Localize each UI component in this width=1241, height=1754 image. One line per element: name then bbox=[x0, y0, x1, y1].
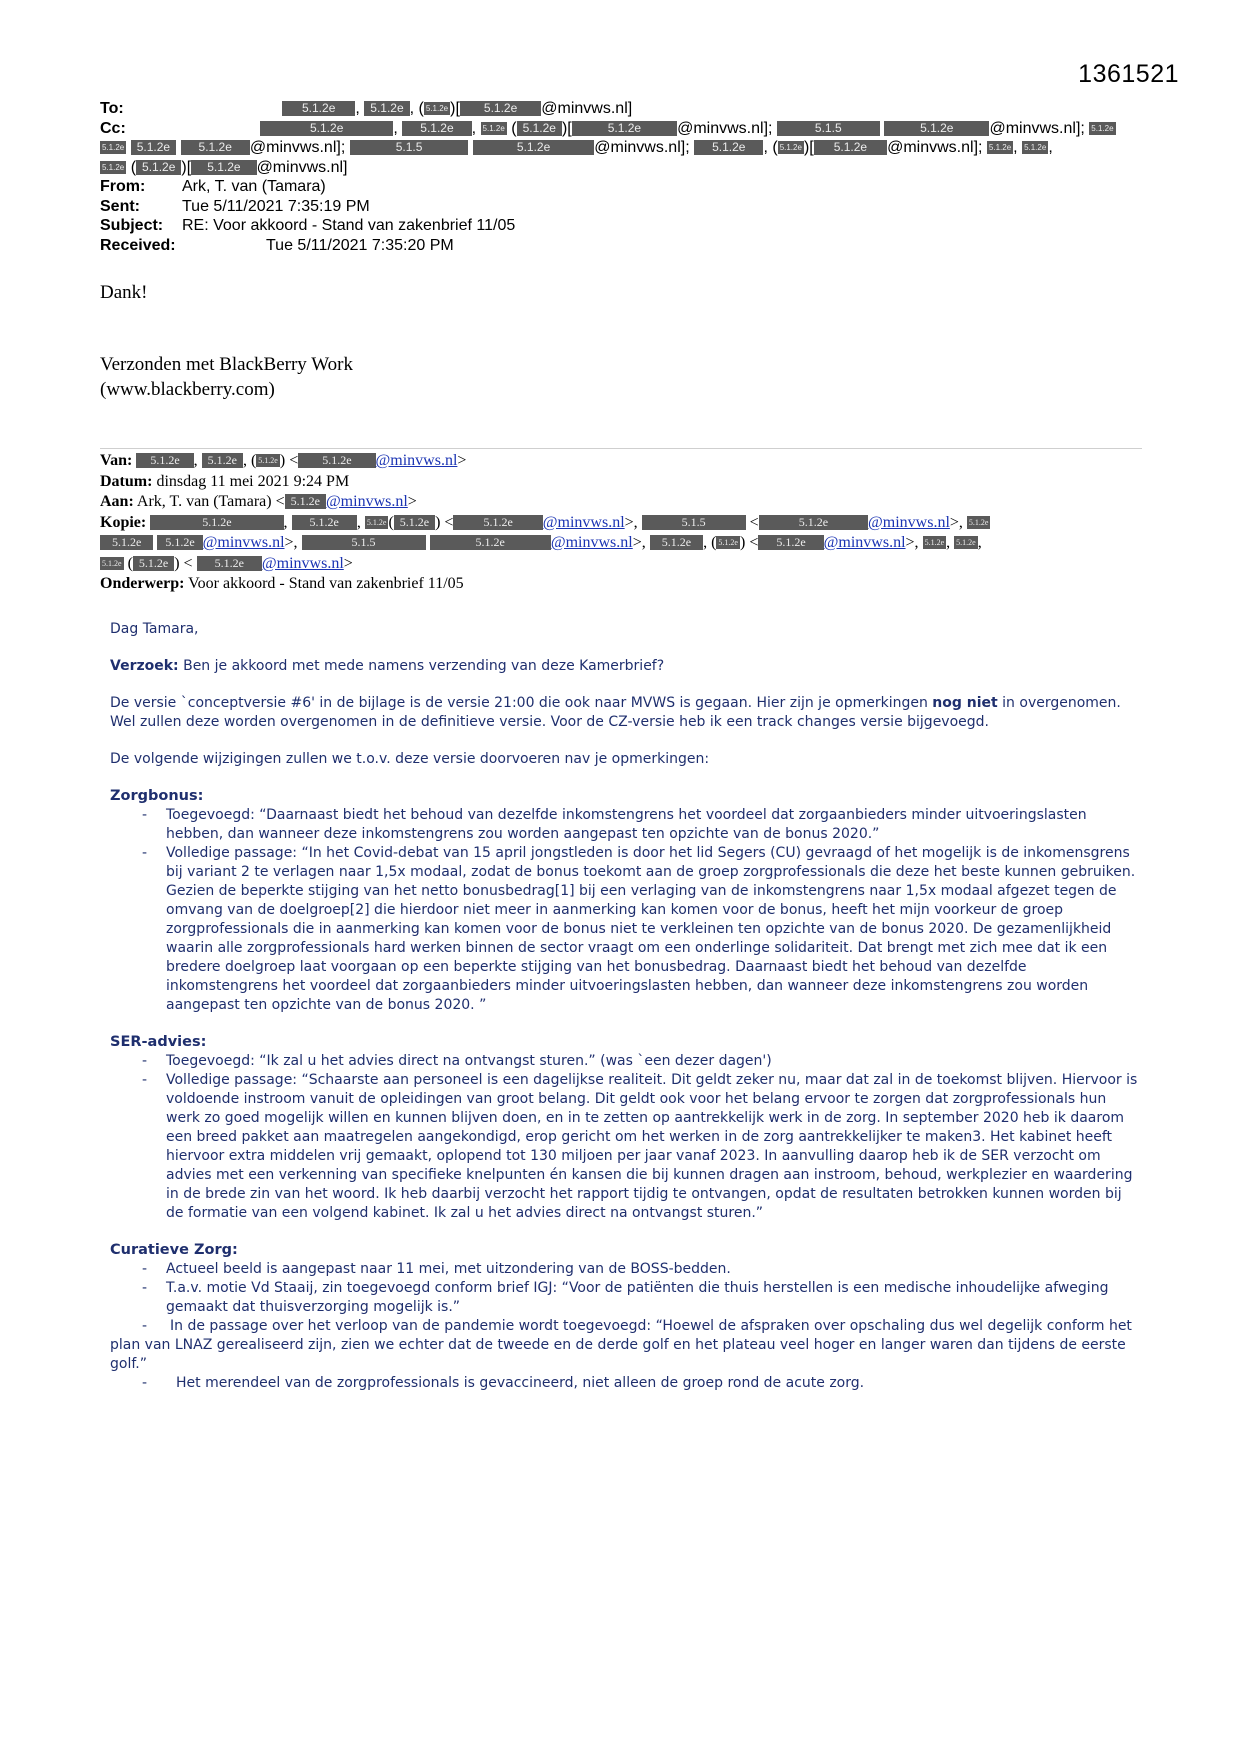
email-domain: @minvws.nl bbox=[677, 119, 764, 137]
redaction: 5.1.2e bbox=[131, 140, 176, 155]
redaction: 5.1.2e bbox=[282, 101, 355, 116]
list-item: - Volledige passage: “Schaarste aan personeel is een dagelijkse realiteit. Dit geldt zeker nu, maar dat zal in de toekomst blijven. Hiervoor is voldoende instroom vanuit de opleidingen van groot belang. Dit geldt ook voor het belang ervoor te zorgen dat zorgprofessionals hun werk zo goed mogelijk willen en kunnen blijven doen, en in te zetten op aantrekkelijk werk in de zorg. In september 2020 heb ik daarom een breed pakket aan maatregelen aangekondigd, erop gericht om het werken in de zorg aantrekkelijker te maken3. Het kabinet heeft hiervoor extra middelen vrij gemaakt, oplopend tot 130 miljoen per jaar vanaf 2023. In aanvulling daarop heb ik de SER verzocht om advies met een verkenning van specifieke knelpunten én kansen die bij kunnen dragen aan instroom, behoud, werkplezier en waardering in de brede zin van het woord. Ik heb daarbij verzocht het rapport tijdig te ontvangen, opdat de resultaten betrokken kunnen worden bij de formatie van een volgend kabinet. Ik zal u het advies direct na ontvangst sturen.” bbox=[142, 1072, 1138, 1221]
section-list-zorgbonus bbox=[110, 806, 1140, 1015]
redaction: 5.1.2e bbox=[968, 517, 989, 527]
signature-line-2: (www.blackberry.com) bbox=[100, 379, 275, 400]
version-text: De versie `conceptversie #6' in de bijlage is de versie 21:00 die ook naar MVWS is gegaan. Hier zijn je opmerkingen bbox=[110, 695, 933, 711]
redaction: 5.1.2e bbox=[482, 123, 505, 133]
email-domain: @minvws.nl bbox=[887, 139, 974, 156]
list-item: - T.a.v. motie Vd Staaij, zin toegevoegd conform brief IGJ: “Voor de patiënten die thuis herstellen is een medische inhoudelijke afweging gemaakt dat thuisverzorging mogelijk is.” bbox=[142, 1280, 1109, 1315]
from-value: Ark, T. van (Tamara) bbox=[182, 178, 326, 195]
redaction: 5.1.2e bbox=[364, 101, 409, 116]
list-item-text: In de passage over het verloop van de pandemie wordt toegevoegd: “Hoewel de afspraken over opschaling dus wel degelijk conform het plan van LNAZ gerealiseerd zijn, zien we echter dat de tweede en de derde golf en het plateau veel hoger en langer waren dan tijdens de eerste golf.” bbox=[110, 1318, 1132, 1372]
kopie-label: Kopie: bbox=[100, 513, 147, 531]
email-domain: @minvws.nl bbox=[989, 119, 1076, 137]
reply-body: Dank! bbox=[100, 282, 148, 303]
email-domain: @minvws.nl bbox=[594, 139, 681, 156]
message-body bbox=[110, 620, 1140, 1411]
email-link[interactable]: @minvws.nl bbox=[261, 554, 344, 572]
signature-line-1: Verzonden met BlackBerry Work bbox=[100, 354, 353, 375]
email-link[interactable]: @minvws.nl bbox=[868, 513, 950, 531]
signature bbox=[100, 352, 353, 402]
redaction: 5.1.2e bbox=[298, 453, 375, 468]
redaction: 5.1.2e bbox=[1091, 123, 1114, 133]
onderwerp-row bbox=[100, 574, 1160, 595]
redaction: 5.1.2e bbox=[102, 143, 125, 152]
sent-value: Tue 5/11/2021 7:35:19 PM bbox=[182, 197, 370, 215]
datum-value: dinsdag 11 mei 2021 9:24 PM bbox=[156, 472, 350, 490]
list-item-text: Volledige passage: “In het Covid-debat van 15 april jongstleden is door het lid Segers (CU) gevraagd of het mogelijk is de inkomensgrens bij variant 2 te verlagen naar 1,5x modaal, zodat de bonus toekomt aan de groep zorgprofessionals die deze het beste kunnen gebruiken. Gezien de beperkte stijging van het netto bonusbedrag[1] bij een verlaging van de inkomstengrens naar 1,5x modaal afgezet tegen de omvang van de doelgroep[2] die hierdoor niet meer in aanmerking kan komen voor de bonus, heeft het mijn voorkeur de groep zorgprofessionals die in aanmerking kan komen voor de bonus niet te verkleinen ten opzichte van de bonus 2020. De gezamenlijkheid waarin alle zorgprofessionals hard werken binnen de sector vraagt om een onderlinge solidariteit. Dat brengt met zich mee dat ik een bredere doelgroep laat voorgaan op een beperkte stijging van het bonusbedrag. Daarnaast biedt het behoud van dezelfde inkomstengrens het voordeel dat zorgaanbieders minder uitvoeringslasten hebben, dan wanneer deze inkomstengrens zou worden aangepast ten opzichte van de bonus 2020. ” bbox=[166, 845, 1136, 1013]
email-domain: @minvws.nl bbox=[249, 139, 337, 156]
aan-row: Aan: Ark, T. van (Tamara) < 5.1.2e @minvws.nl> bbox=[100, 493, 417, 510]
document-id: 1361521 bbox=[1078, 60, 1179, 88]
changes-intro: De volgende wijzigingen zullen we t.o.v. deze versie doorvoeren nav je opmerkingen: bbox=[110, 751, 710, 767]
received-row bbox=[100, 236, 1160, 256]
redaction: 5.1.2e bbox=[366, 517, 387, 527]
list-item: - Volledige passage: “In het Covid-debat van 15 april jongstleden is door het lid Segers (CU) gevraagd of het mogelijk is de inkomensgrens bij variant 2 te verlagen naar 1,5x modaal, zodat de bonus toekomt aan de groep zorgprofessionals die deze het beste kunnen gebruiken. Gezien de beperkte stijging van het netto bonusbedrag[1] bij een verlaging van de inkomstengrens naar 1,5x modaal afgezet tegen de omvang van de doelgroep[2] die hierdoor niet meer in aanmerking kan komen voor de bonus, heeft het mijn voorkeur de groep zorgprofessionals die in aanmerking kan komen voor de bonus niet te verkleinen ten opzichte van de bonus 2020. De gezamenlijkheid waarin alle zorgprofessionals hard werken binnen de sector vraagt om een onderlinge solidariteit. Dat brengt met zich mee dat ik een bredere doelgroep laat voorgaan op een beperkte stijging van het bonusbedrag. Daarnaast biedt het behoud van dezelfde inkomstengrens het voordeel dat zorgaanbieders minder uitvoeringslasten hebben, dan wanneer deze inkomstengrens zou worden aangepast ten opzichte van de bonus 2020. ” bbox=[142, 845, 1136, 1013]
list-item: - Actueel beeld is aangepast naar 11 mei, met uitzondering van de BOSS-bedden. bbox=[142, 1261, 731, 1277]
redaction: 5.1.2e bbox=[453, 515, 542, 530]
list-item-text: Toegevoegd: “Daarnaast biedt het behoud van dezelfde inkomstengrens het voordeel dat zorgaanbieders minder uitvoeringslasten hebben, dan wanneer deze inkomstengrens zou worden aangepast ten opzichte van de bonus 2020.” bbox=[166, 807, 1087, 842]
version-note bbox=[110, 694, 1140, 732]
redaction: 5.1.2e bbox=[517, 121, 562, 136]
section-title-ser: SER-advies: bbox=[110, 1034, 207, 1050]
list-item-text: Toegevoegd: “Ik zal u het advies direct na ontvangst sturen.” (was `een dezer dagen') bbox=[166, 1053, 772, 1069]
aan-label: Aan: bbox=[100, 493, 134, 510]
redaction: 5.1.2e bbox=[197, 556, 262, 571]
onderwerp-label: Onderwerp: bbox=[100, 575, 185, 592]
aan-value: Ark, T. van (Tamara) bbox=[136, 493, 272, 510]
redaction: 5.1.2e bbox=[718, 538, 738, 547]
subject-label: Subject: bbox=[100, 217, 164, 234]
email-link[interactable]: @minvws.nl bbox=[823, 534, 906, 551]
from-label: From: bbox=[100, 178, 146, 195]
section-title-curatieve-zorg: Curatieve Zorg: bbox=[110, 1242, 238, 1258]
redaction: 5.1.2e bbox=[650, 535, 703, 550]
forward-header bbox=[100, 451, 1160, 595]
kopie-row-2: 5.1.2e 5.1.2e @minvws.nl>, 5.1.5 5.1.2e @minvws.nl>, 5.1.2e , ( 5.1.2e ) < 5.1.2e @minvws.nl>, 5.1.2e , 5.1.2e , bbox=[100, 533, 1160, 554]
list-item-text: Het merendeel van de zorgprofessionals is gevaccineerd, niet alleen de groep rond de acute zorg. bbox=[176, 1375, 865, 1391]
van-label: Van: bbox=[100, 452, 133, 469]
divider bbox=[100, 448, 1142, 449]
version-bold: nog niet bbox=[932, 695, 998, 711]
email-link[interactable]: @minvws.nl bbox=[550, 534, 633, 551]
redaction: 5.1.2e bbox=[258, 456, 278, 465]
kopie-row-1: Kopie: 5.1.2e , 5.1.2e , 5.1.2e ( 5.1.2e ) < 5.1.2e @minvws.nl>, 5.1.5 < 5.1.2e @minvws.nl>, 5.1.2e bbox=[100, 513, 989, 531]
redaction: 5.1.2e bbox=[285, 494, 326, 509]
redaction: 5.1.2e bbox=[473, 140, 594, 155]
request bbox=[110, 657, 1140, 676]
redaction: 5.1.2e bbox=[759, 515, 868, 530]
redaction: 5.1.2e bbox=[157, 535, 202, 550]
reply-header bbox=[100, 99, 1160, 255]
received-label: Received: bbox=[100, 236, 176, 254]
to-label: To: bbox=[100, 100, 124, 117]
list-item-text: Volledige passage: “Schaarste aan personeel is een dagelijkse realiteit. Dit geldt zeker nu, maar dat zal in de toekomst blijven. Hiervoor is voldoende instroom vanuit de opleidingen van groot belang. Dit geldt ook voor het belang ervoor te zorgen dat zorgprofessionals hun werk zo goed mogelijk willen en kunnen blijven doen, en in te zetten op aantrekkelijk werk in de zorg. In september 2020 heb ik daarom een breed pakket aan maatregelen aangekondigd, erop gericht om het werken in de zorg aantrekkelijker te maken3. Het kabinet heeft hiervoor extra middelen vrij gemaakt, oplopend tot 130 miljoen per jaar vanaf 2023. In aanvulling daarop heb ik de SER verzocht om advies met een verkenning van specifieke knelpunten én kansen die bij kunnen dragen aan instroom, behoud, werkplezier en waardering in de brede zin van het woord. Ik heb daarbij verzocht het rapport tijdig te ontvangen, opdat de resultaten betrokken kunnen worden bij de formatie van een volgend kabinet. Ik zal u het advies direct na ontvangst sturen.” bbox=[166, 1072, 1138, 1221]
greeting: Dag Tamara, bbox=[110, 621, 199, 637]
cc-row-1: Cc: 5.1.2e , 5.1.2e , 5.1.2e ( 5.1.2e )[ 5.1.2e @minvws.nl]; 5.1.5 5.1.2e @minvws.nl]; 5.1.2e bbox=[100, 119, 1114, 137]
request-text: Ben je akkoord met mede namens verzending van deze Kamerbrief? bbox=[178, 658, 665, 674]
datum-label: Datum: bbox=[100, 472, 153, 490]
email-link[interactable]: @minvws.nl bbox=[202, 534, 285, 551]
redaction: 5.1.2e bbox=[133, 556, 174, 571]
list-item: - Het merendeel van de zorgprofessionals is gevaccineerd, niet alleen de groep rond de acute zorg. bbox=[142, 1375, 865, 1391]
list-item: - In de passage over het verloop van de pandemie wordt toegevoegd: “Hoewel de afspraken over opschaling dus wel degelijk conform het plan van LNAZ gerealiseerd zijn, zien we echter dat de tweede en de derde golf en het plateau veel hoger en langer waren dan tijdens de eerste golf.” bbox=[110, 1318, 1132, 1372]
sent-label: Sent: bbox=[100, 197, 140, 215]
redaction: 5.1.2e bbox=[1024, 143, 1047, 152]
redaction: 5.1.2e bbox=[394, 515, 435, 530]
section-title-zorgbonus: Zorgbonus: bbox=[110, 788, 204, 804]
redaction: 5.1.2e bbox=[150, 515, 283, 530]
version-text: in overgenomen. Wel zullen deze worden overgenomen in de definitieve versie. Voor de CZ-versie heb ik een track changes versie bijgevoegd. bbox=[110, 695, 1121, 730]
redaction: 5.1.2e bbox=[956, 538, 976, 547]
kopie-row-3: 5.1.2e ( 5.1.2e ) < 5.1.2e @minvws.nl> bbox=[102, 554, 353, 572]
redaction: 5.1.5 bbox=[642, 515, 746, 530]
email-domain: @minvws.nl bbox=[256, 158, 344, 176]
section-list-ser bbox=[110, 1052, 1140, 1223]
redaction: 5.1.2e bbox=[884, 121, 989, 136]
redaction: 5.1.2e bbox=[779, 143, 802, 152]
email-link[interactable]: @minvws.nl bbox=[325, 493, 408, 510]
email-domain: @minvws.nl bbox=[541, 100, 628, 117]
subject-value: RE: Voor akkoord - Stand van zakenbrief 11/05 bbox=[182, 217, 516, 234]
redaction: 5.1.2e bbox=[988, 143, 1012, 152]
to-row: To: 5.1.2e , 5.1.2e , ( 5.1.2e )[ 5.1.2e @minvws.nl] bbox=[100, 100, 633, 117]
list-item-text: T.a.v. motie Vd Staaij, zin toegevoegd conform brief IGJ: “Voor de patiënten die thuis herstellen is een medische inhoudelijke afweging gemaakt dat thuisverzorging mogelijk is.” bbox=[166, 1280, 1109, 1315]
list-item-text: Actueel beeld is aangepast naar 11 mei, met uitzondering van de BOSS-bedden. bbox=[166, 1261, 731, 1277]
section-list-curatieve-zorg bbox=[110, 1260, 1140, 1393]
redaction: 5.1.2e bbox=[572, 121, 677, 136]
redaction: 5.1.2e bbox=[100, 535, 153, 550]
datum-row bbox=[100, 472, 1160, 493]
redaction: 5.1.2e bbox=[136, 453, 193, 468]
redaction: 5.1.2e bbox=[425, 104, 449, 113]
redaction: 5.1.5 bbox=[302, 535, 426, 550]
redaction: 5.1.2e bbox=[460, 101, 541, 116]
redaction: 5.1.2e bbox=[191, 160, 256, 175]
cc-row-2: 5.1.2e 5.1.2e 5.1.2e @minvws.nl]; 5.1.5 5.1.2e @minvws.nl]; 5.1.2e , ( 5.1.2e )[ 5.1.2e @minvws.nl]; 5.1.2e , 5.1.2e , bbox=[102, 139, 1053, 156]
list-item: - Toegevoegd: “Daarnaast biedt het behoud van dezelfde inkomstengrens het voordeel dat zorgaanbieders minder uitvoeringslasten hebben, dan wanneer deze inkomstengrens zou worden aangepast ten opzichte van de bonus 2020.” bbox=[142, 807, 1087, 842]
redaction: 5.1.5 bbox=[350, 140, 469, 155]
redaction: 5.1.2e bbox=[102, 162, 125, 172]
redaction: 5.1.2e bbox=[136, 160, 181, 175]
redaction: 5.1.2e bbox=[402, 121, 471, 136]
redaction: 5.1.2e bbox=[758, 535, 823, 550]
redaction: 5.1.2e bbox=[694, 140, 763, 155]
redaction: 5.1.2e bbox=[202, 453, 243, 468]
onderwerp-value: Voor akkoord - Stand van zakenbrief 11/05 bbox=[188, 575, 464, 592]
redaction: 5.1.2e bbox=[181, 140, 250, 155]
redaction: 5.1.2e bbox=[292, 515, 357, 530]
redaction: 5.1.2e bbox=[430, 535, 551, 550]
redaction: 5.1.5 bbox=[777, 121, 880, 136]
from-row bbox=[100, 177, 1160, 197]
request-label: Verzoek: bbox=[110, 658, 179, 674]
subject-row bbox=[100, 216, 1160, 236]
email-link[interactable]: @minvws.nl bbox=[375, 452, 458, 469]
cc-row-3: 5.1.2e ( 5.1.2e )[ 5.1.2e @minvws.nl] bbox=[102, 158, 348, 176]
cc-label: Cc: bbox=[100, 119, 126, 137]
list-item: - Toegevoegd: “Ik zal u het advies direct na ontvangst sturen.” (was `een dezer dagen') bbox=[142, 1053, 772, 1069]
van-row: Van: 5.1.2e , 5.1.2e , ( 5.1.2e ) < 5.1.2e @minvws.nl> bbox=[100, 452, 467, 469]
redaction: 5.1.2e bbox=[924, 538, 945, 547]
redaction: 5.1.2e bbox=[260, 121, 393, 136]
redaction: 5.1.2e bbox=[102, 558, 122, 568]
email-link[interactable]: @minvws.nl bbox=[542, 513, 625, 531]
received-value: Tue 5/11/2021 7:35:20 PM bbox=[266, 236, 454, 254]
redaction: 5.1.2e bbox=[814, 140, 887, 155]
sent-row bbox=[100, 197, 1160, 217]
